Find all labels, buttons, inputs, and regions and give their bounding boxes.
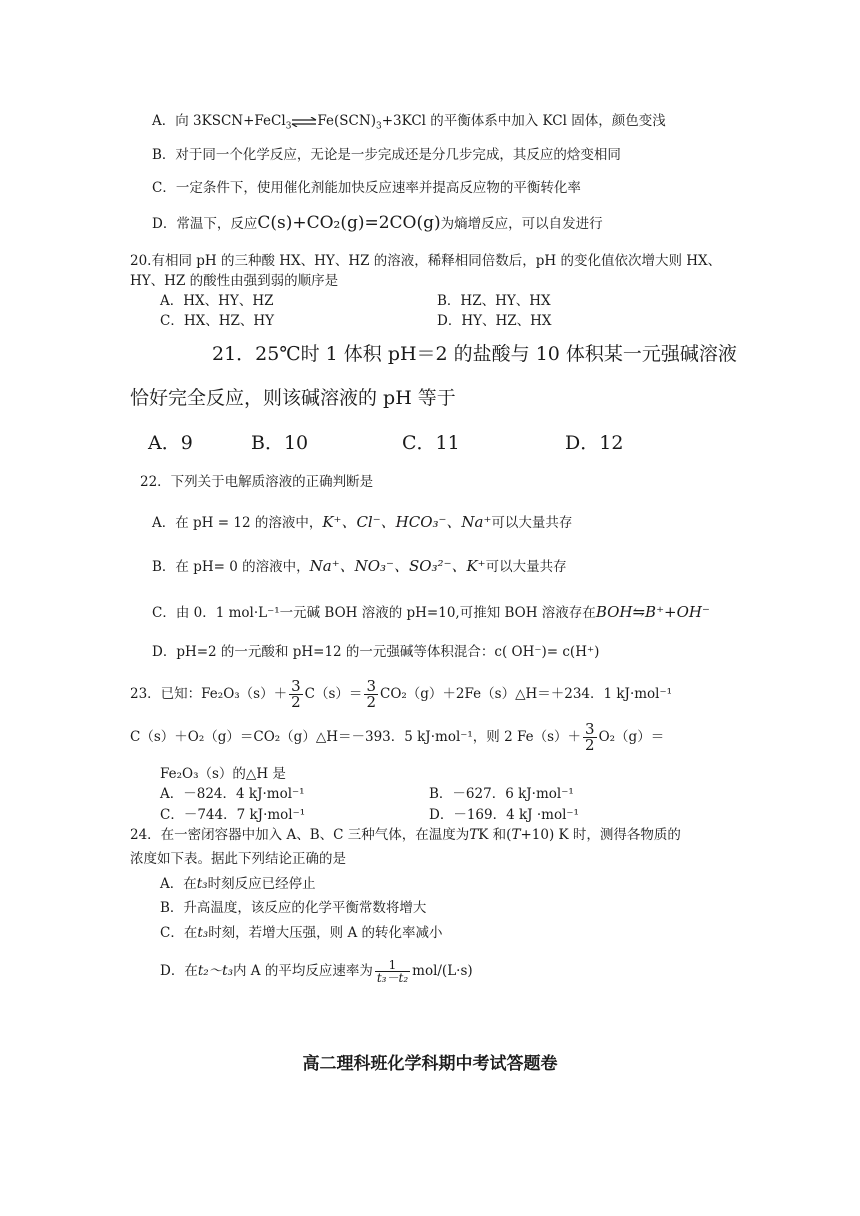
q20-stem-line2: HY、HZ 的酸性由强到弱的顺序是: [130, 273, 339, 289]
q22-stem: 22．下列关于电解质溶液的正确判断是: [140, 474, 374, 490]
q21-option-b: B．10: [251, 432, 309, 454]
q19-option-d: D．常温下，反应C(s)+CO₂(g)=2CO(g)为熵增反应，可以自发进行: [152, 213, 603, 233]
answer-sheet-title: 高二理科班化学科期中考试答题卷: [302, 1054, 558, 1074]
rate-fraction: $\frac{1}{\text{t₃－t₂}}$: [376, 958, 409, 985]
q24-stem-line1: 24．在一密闭容器中加入 A、B、C 三种气体，在温度为TK 和(T+10) K 时，测得各物质的: [130, 827, 681, 843]
q24-stem-line2: 浓度如下表。据此下列结论正确的是: [130, 851, 346, 867]
q21-stem-line1: 21．25℃时 1 体积 pH＝2 的盐酸与 10 体积某一元强碱溶液: [212, 343, 737, 365]
q20-option-c: C．HX、HZ、HY: [160, 313, 275, 329]
q22-option-a: A．在 pH = 12 的溶液中，K⁺、Cl⁻、HCO₃⁻、Na⁺可以大量共存: [152, 513, 573, 531]
q19-equation: C(s)+CO₂(g)=2CO(g): [257, 213, 441, 233]
q23-option-d: D．－169．4 kJ ·mol⁻¹: [429, 807, 579, 823]
q24-option-a: A．在t₃时刻反应已经停止: [160, 876, 316, 892]
q20-stem-line1: 20.有相同 pH 的三种酸 HX、HY、HZ 的溶液，稀释相同倍数后，pH 的变化值依次增大则 HX、: [130, 253, 722, 269]
q22-option-c: C．由 0．1 mol·L⁻¹一元碱 BOH 溶液的 pH=10,可推知 BOH 溶液存在BOH⇋B⁺+OH⁻: [152, 603, 710, 621]
q21-option-a: A．9: [148, 432, 193, 454]
q23-option-a: A．－824．4 kJ·mol⁻¹: [160, 786, 305, 802]
q22-option-b: B．在 pH= 0 的溶液中，Na⁺、NO₃⁻、SO₃²⁻、K⁺可以大量共存: [152, 557, 567, 575]
q24-option-b: B．升高温度，该反应的化学平衡常数将增大: [160, 900, 427, 916]
q24-option-c: C．在t₃时刻，若增大压强，则 A 的转化率减小: [160, 925, 443, 941]
q22-option-d: D．pH=2 的一元酸和 pH=12 的一元强碱等体积混合：c( OH⁻)= c(H⁺): [152, 644, 600, 660]
q19-option-a: A．向 3KSCN+FeCl$_3$ $Fe(SCN)_3+3KCl$ 的平衡体系中加入 KCl 固体，颜色变浅: [152, 113, 666, 132]
q20-option-a: A．HX、HY、HZ: [160, 293, 274, 309]
q19-option-b: B．对于同一个化学反应，无论是一步完成还是分几步完成，其反应的焓变相同: [152, 147, 621, 163]
q22-a-ions: K⁺、Cl⁻、HCO₃⁻、Na⁺: [322, 513, 492, 531]
q20-option-b: B．HZ、HY、HX: [437, 293, 551, 309]
q22-b-ions: Na⁺、NO₃⁻、SO₃²⁻、K⁺: [309, 557, 486, 575]
q23-option-c: C．－744．7 kJ·mol⁻¹: [160, 807, 306, 823]
fraction-three-halves: $\frac{3}{2}$: [291, 677, 301, 711]
q22-c-equation: BOH⇋B⁺+OH⁻: [595, 603, 710, 621]
q23-option-b: B．－627．6 kJ·mol⁻¹: [429, 786, 574, 802]
q20-option-d: D．HY、HZ、HX: [437, 313, 552, 329]
q19-option-c: C．一定条件下，使用催化剂能加快反应速率并提高反应物的平衡转化率: [152, 180, 581, 196]
q21-option-d: D．12: [565, 432, 624, 454]
q23-line2: C（s）＋O₂（g）＝CO₂（g）△H＝－393．5 kJ·mol⁻¹，则 2 Fe（s）＋ $\frac{3}{2}$ O₂（g）＝: [130, 720, 665, 754]
q21-stem-line2: 恰好完全反应，则该碱溶液的 pH 等于: [130, 387, 456, 409]
fraction-three-halves: $\frac{3}{2}$: [585, 720, 595, 754]
q23-line3: Fe₂O₃（s）的△H 是: [160, 766, 286, 782]
q24-option-d: D．在t₂～t₃内 A 的平均反应速率为 $\frac{1}{\text{t₃－t₂}}$ mol/(L·s): [160, 958, 473, 985]
fraction-three-halves: $\frac{3}{2}$: [366, 677, 376, 711]
q23-line1: 23．已知：Fe₂O₃（s）＋ $\frac{3}{2}$ C（s）＝ $\frac{3}{2}$ CO₂（g）＋2Fe（s）△H＝＋234．1 kJ·mol⁻¹: [130, 677, 673, 711]
equilibrium-arrows-icon: [291, 117, 317, 127]
q21-option-c: C．11: [402, 432, 460, 454]
